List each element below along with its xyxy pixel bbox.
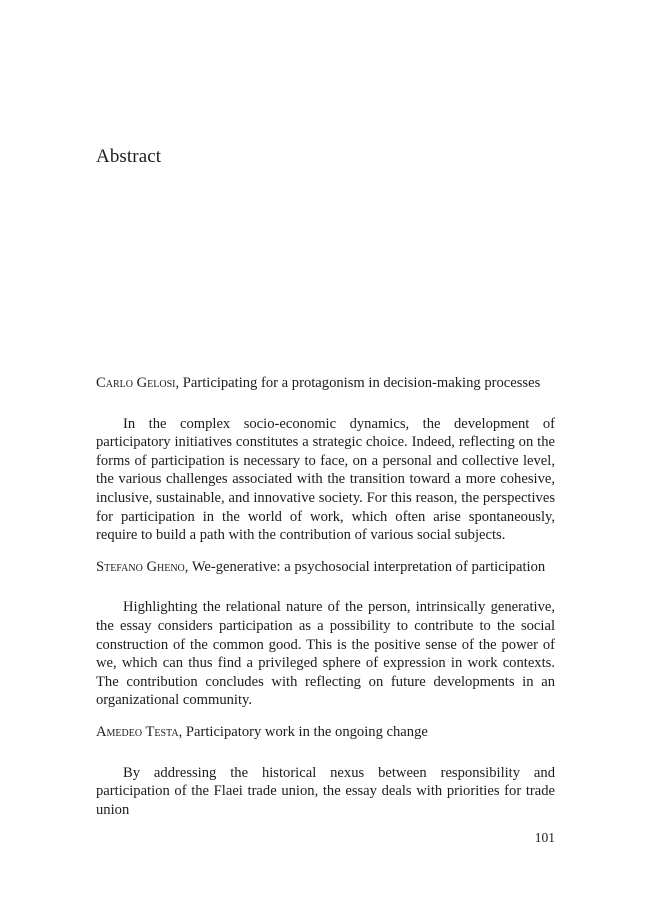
entry-author-2: Stefano Gheno — [96, 558, 185, 575]
entry-title-2 — [96, 558, 555, 577]
entry-abstract-2: Highlighting the relational nature of the person, intrinsically generative, the essay considers participation as a possibility to contribute to the social construction of the common good. This is the positive sense of the power of we, which can thus find a privileged sphere of expression in work contexts. The contribution concludes with reflecting on future developments in an organizational community. — [96, 599, 555, 709]
page-heading: Abstract — [96, 146, 162, 167]
entry-title-text-2: , We-generative: a psychosocial interpretation of participation — [184, 558, 546, 575]
page-number: 101 — [534, 830, 555, 845]
entry-author-3: Amedeo Testa — [96, 723, 179, 740]
entry-abstract-3: By addressing the historical nexus between responsibility and participation of the Flaei trade union, the essay deals with priorities for trade union — [96, 764, 555, 818]
entry-title-1 — [96, 374, 555, 393]
entry-author-1: Carlo Gelosi — [96, 375, 176, 391]
entry-title-text-1: , Participating for a protagonism in decision-making processes — [175, 375, 541, 391]
entry-abstract-1: In the complex socio-economic dynamics, the development of participatory initiatives constitutes a strategic choice. Indeed, reflecting on the forms of participation is necessary to face, on a personal and collective level, the various challenges associated with the transition toward a more cohesive, inclusive, sustainable, and innovative society. For this reason, the perspectives for participation in the world of work, which often arise spontaneously, require to build a path with the contribution of various social subjects. — [96, 415, 555, 544]
entry-title-text-3: , Participatory work in the ongoing change — [178, 723, 428, 740]
entry-title-3 — [96, 723, 555, 742]
abstracts-list — [96, 374, 555, 819]
